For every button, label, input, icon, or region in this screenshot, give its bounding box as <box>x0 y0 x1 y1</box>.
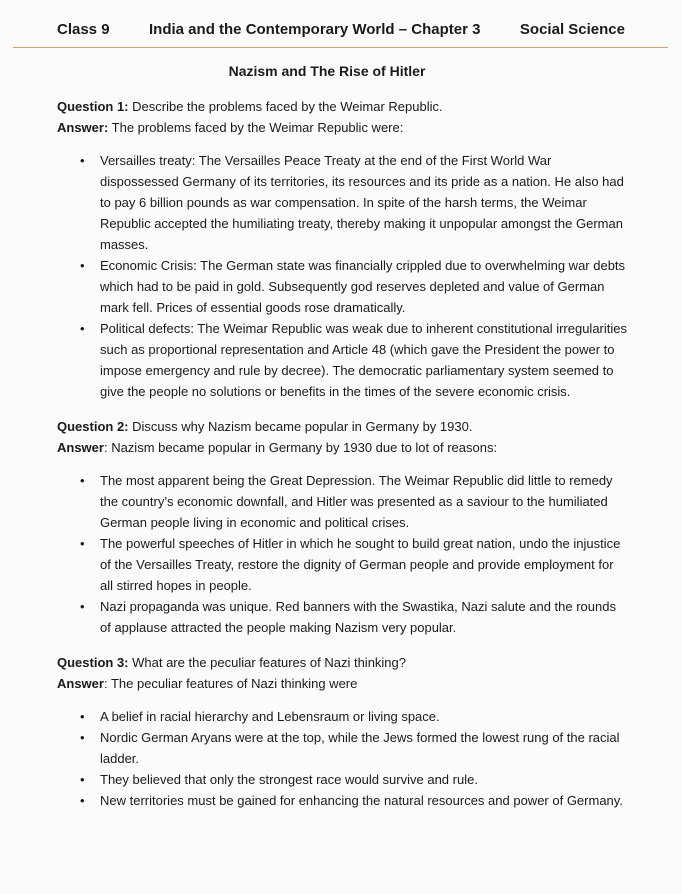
bullet-item: • Economic Crisis: The German state was financially crippled due to overwhelming war debts which had to be paid in gold. Subsequently god reserves depleted and value of German mark fell. Prices of essential goods rose dramatically. <box>57 255 627 318</box>
answer-line <box>57 117 627 138</box>
answer-line <box>57 437 627 458</box>
answer-text: The problems faced by the Weimar Republic were: <box>108 120 404 135</box>
bullet-item: • Nordic German Aryans were at the top, while the Jews formed the lowest rung of the racial ladder. <box>57 727 627 769</box>
answer-label: Answer: <box>57 120 109 135</box>
question-line <box>57 652 627 673</box>
subject-label: Social Science <box>519 21 625 38</box>
question-label: Question 3: <box>57 655 129 670</box>
bullet-list <box>57 706 627 811</box>
question-text: Describe the problems faced by the Weimar Republic. <box>128 99 443 114</box>
bullet-item: • The powerful speeches of Hitler in which he sought to build great nation, undo the injustice of the Versailles Treaty, restore the dignity of German people and provide employment for all stirred hopes in people. <box>57 533 627 596</box>
chapter-title: India and the Contemporary World – Chapter 3 <box>149 21 481 38</box>
answer-text: : Nazism became popular in Germany by 1930 due to lot of reasons: <box>103 440 498 455</box>
document-title: Nazism and The Rise of Hitler <box>228 63 426 79</box>
bullet-list <box>57 150 627 402</box>
answer-text: : The peculiar features of Nazi thinking were <box>103 676 358 691</box>
bullet-item: • Political defects: The Weimar Republic was weak due to inherent constitutional irregularities such as proportional representation and Article 48 (which gave the President the power to impose emergency and rule by decree). The democratic parliamentary system seemed to give the people no solutions or benefits in the times of the severe economic crisis. <box>57 318 627 402</box>
question-line <box>57 416 627 437</box>
question-text: Discuss why Nazism became popular in Germany by 1930. <box>128 419 473 434</box>
answer-label: Answer <box>57 676 104 691</box>
bullet-item: • Versailles treaty: The Versailles Peace Treaty at the end of the First World War dispossessed Germany of its territories, its resources and its pride as a nation. He also had to pay 6 billion pounds as war compensation. In spite of the harsh terms, the Weimar Republic accepted the humiliating treaty, thereby making it unpopular amongst the German masses. <box>57 150 627 255</box>
bullet-list <box>57 470 627 638</box>
bullet-item: • They believed that only the strongest race would survive and rule. <box>57 769 627 790</box>
document-body <box>57 96 627 811</box>
question-text: What are the peculiar features of Nazi thinking? <box>128 655 406 670</box>
question-block-3 <box>57 652 627 811</box>
question-block-2 <box>57 416 627 638</box>
question-label: Question 1: <box>57 99 129 114</box>
bullet-item: • The most apparent being the Great Depression. The Weimar Republic did little to remedy the country’s economic downfall, and Hitler was presented as a saviour to the humiliated German people living in economic and political crises. <box>57 470 627 533</box>
answer-line <box>57 673 627 694</box>
divider-rule <box>13 47 668 48</box>
bullet-item: • Nazi propaganda was unique. Red banners with the Swastika, Nazi salute and the rounds of applause attracted the people making Nazism very popular. <box>57 596 627 638</box>
bullet-item: • New territories must be gained for enhancing the natural resources and power of Germany. <box>57 790 627 811</box>
page-header <box>57 20 625 39</box>
answer-label: Answer <box>57 440 104 455</box>
question-block-1 <box>57 96 627 402</box>
question-label: Question 2: <box>57 419 129 434</box>
question-line <box>57 96 627 117</box>
bullet-item: • A belief in racial hierarchy and Lebensraum or living space. <box>57 706 627 727</box>
class-label: Class 9 <box>57 21 110 38</box>
